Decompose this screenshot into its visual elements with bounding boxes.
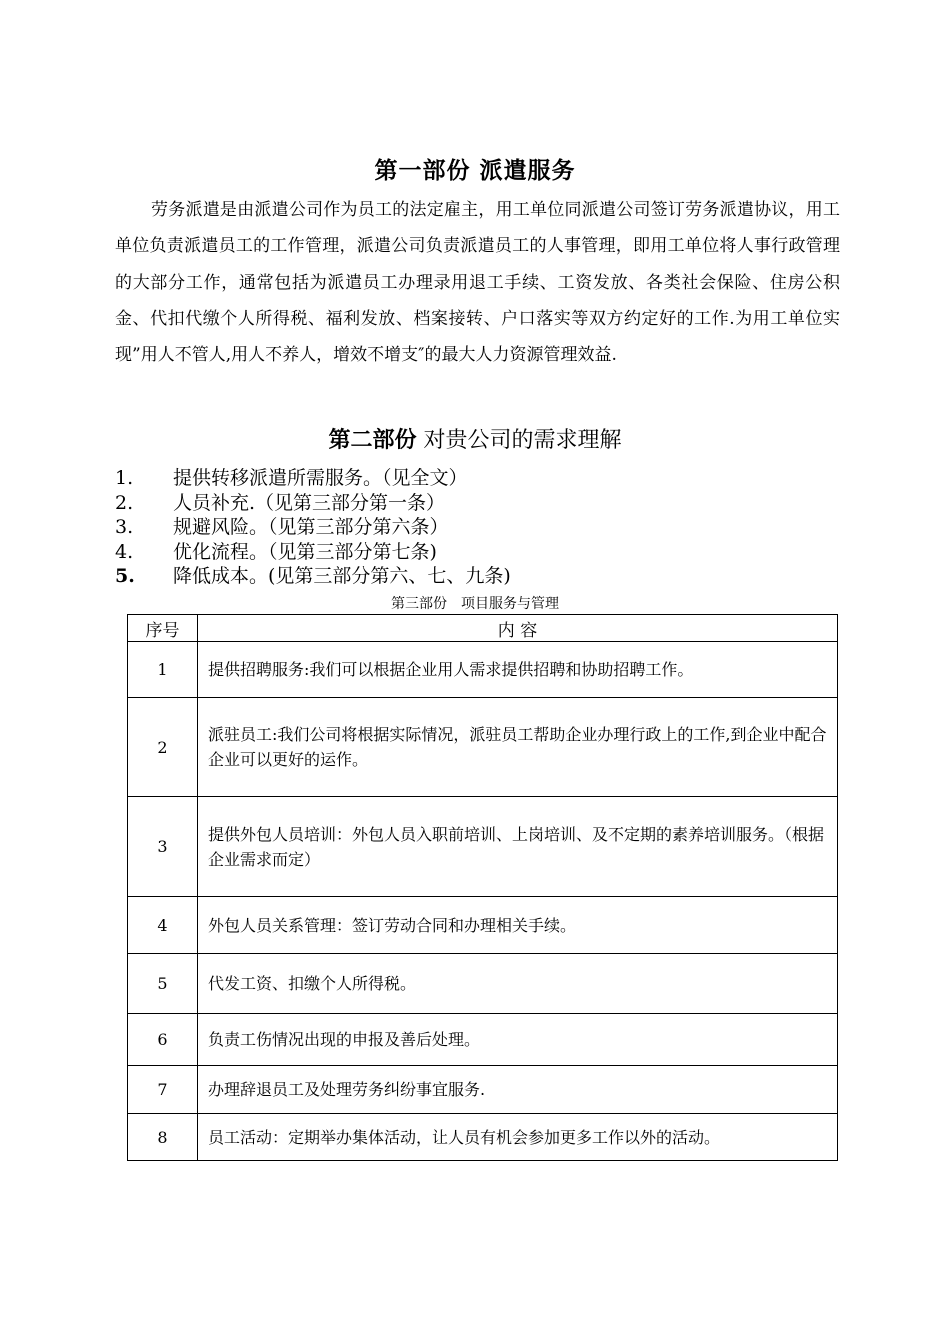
list-text: 人员补充.（见第三部分第一条） <box>173 491 446 514</box>
row-number: 5 <box>128 954 198 1014</box>
row-number: 1 <box>128 642 198 698</box>
list-item <box>115 540 815 565</box>
list-number: 3. <box>115 516 134 538</box>
row-number: 7 <box>128 1066 198 1114</box>
list-text: 优化流程。（见第三部分第七条) <box>173 540 437 563</box>
list-number: 1. <box>115 467 134 489</box>
list-item <box>115 515 815 540</box>
row-number: 2 <box>128 698 198 797</box>
part2-title-rest: 对贵公司的需求理解 <box>416 428 622 453</box>
table-row <box>128 698 838 797</box>
table-row <box>128 797 838 897</box>
row-content: 提供招聘服务:我们可以根据企业用人需求提供招聘和协助招聘工作。 <box>198 642 838 698</box>
row-content: 派驻员工:我们公司将根据实际情况，派驻员工帮助企业办理行政上的工作,到企业中配合企业可以更好的运作。 <box>198 698 838 797</box>
header-no: 序号 <box>128 615 198 642</box>
list-text: 降低成本。(见第三部分第六、七、九条) <box>173 565 511 587</box>
list-item <box>115 466 815 491</box>
row-content: 办理辞退员工及处理劳务纠纷事宜服务. <box>198 1066 838 1114</box>
row-content: 外包人员关系管理：签订劳动合同和办理相关手续。 <box>198 897 838 954</box>
row-number: 6 <box>128 1014 198 1066</box>
table-row <box>128 954 838 1014</box>
row-content: 提供外包人员培训：外包人员入职前培训、上岗培训、及不定期的素养培训服务。（根据企业需求而定） <box>198 797 838 897</box>
row-number: 8 <box>128 1114 198 1161</box>
list-text: 提供转移派遣所需服务。（见全文） <box>173 467 468 489</box>
table-row <box>128 1014 838 1066</box>
header-content: 内 容 <box>198 615 838 642</box>
row-number: 3 <box>128 797 198 897</box>
service-table <box>127 614 838 1161</box>
part1-paragraph: 劳务派遣是由派遣公司作为员工的法定雇主，用工单位同派遣公司签订劳务派遣协议，用工单位负责派遣员工的工作管理，派遣公司负责派遣员工的人事管理，即用工单位将人事行政管理的大部分工作，通常包括为派遣员工办理录用退工手续、工资发放、各类社会保险、住房公积金、代扣代缴个人所得税、福利发放、档案接转、户口落实等双方约定好的工作.为用工单位实现”用人不管人,用人不养人，增效不增支″的最大人力资源管理效益. <box>115 200 840 366</box>
row-number: 4 <box>128 897 198 954</box>
table-row <box>128 1066 838 1114</box>
list-number: 2. <box>115 491 134 514</box>
list-item <box>115 491 815 516</box>
list-number: 5. <box>115 565 135 587</box>
part1-title: 第一部份 派遣服务 <box>374 157 576 184</box>
list-text: 规避风险。（见第三部分第六条） <box>173 516 449 538</box>
row-content: 员工活动：定期举办集体活动，让人员有机会参加更多工作以外的活动。 <box>198 1114 838 1161</box>
table-caption: 第三部份 项目服务与管理 <box>391 596 559 612</box>
list-item <box>115 564 815 589</box>
row-content: 负责工伤情况出现的申报及善后处理。 <box>198 1014 838 1066</box>
table-row <box>128 642 838 698</box>
table-header-row <box>128 615 838 642</box>
part2-title <box>0 424 950 457</box>
needs-list <box>115 466 815 589</box>
table-row <box>128 1114 838 1161</box>
row-content: 代发工资、扣缴个人所得税。 <box>198 954 838 1014</box>
table-row <box>128 897 838 954</box>
list-number: 4. <box>115 540 134 563</box>
part2-title-bold: 第二部份 <box>328 427 417 453</box>
